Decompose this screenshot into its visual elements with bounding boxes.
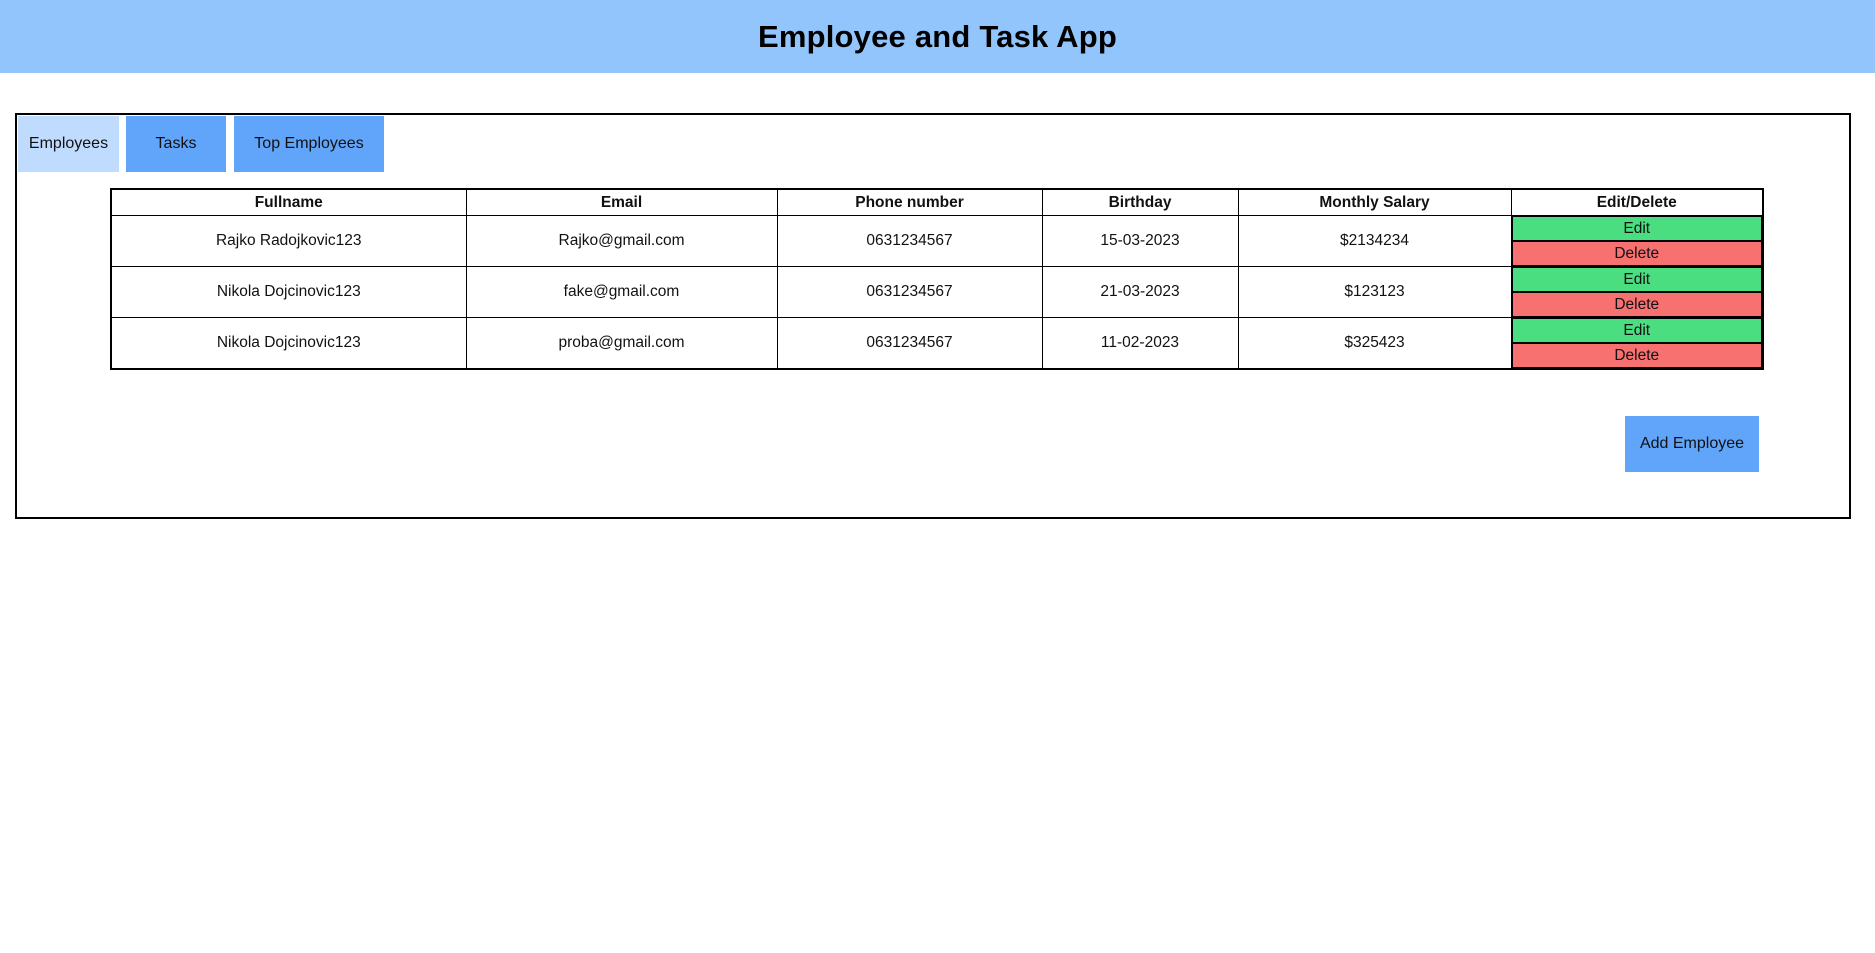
table-header-row (111, 189, 1763, 216)
delete-button[interactable]: Delete (1512, 241, 1763, 266)
cell-salary: $123123 (1238, 267, 1511, 318)
cell-email: proba@gmail.com (466, 318, 777, 370)
cell-actions (1511, 216, 1763, 267)
tab-tasks[interactable]: Tasks (126, 116, 226, 172)
delete-button[interactable]: Delete (1512, 292, 1763, 317)
employees-panel (15, 113, 1851, 519)
delete-button[interactable]: Delete (1512, 343, 1763, 368)
cell-fullname: Nikola Dojcinovic123 (111, 267, 466, 318)
edit-button[interactable]: Edit (1512, 318, 1763, 343)
cell-fullname: Nikola Dojcinovic123 (111, 318, 466, 370)
cell-salary: $2134234 (1238, 216, 1511, 267)
cell-phone: 0631234567 (777, 216, 1042, 267)
table-row (111, 216, 1763, 267)
employees-table (110, 188, 1764, 370)
cell-birthday: 11-02-2023 (1042, 318, 1238, 370)
app-title: Employee and Task App (757, 18, 1118, 54)
tab-top-employees[interactable]: Top Employees (234, 116, 384, 172)
add-employee-button[interactable]: Add Employee (1625, 416, 1759, 472)
edit-button[interactable]: Edit (1512, 267, 1763, 292)
column-header-phone: Phone number (777, 189, 1042, 216)
column-header-edit-delete: Edit/Delete (1511, 189, 1763, 216)
table-row (111, 318, 1763, 370)
cell-birthday: 21-03-2023 (1042, 267, 1238, 318)
column-header-salary: Monthly Salary (1238, 189, 1511, 216)
cell-birthday: 15-03-2023 (1042, 216, 1238, 267)
cell-phone: 0631234567 (777, 267, 1042, 318)
column-header-email: Email (466, 189, 777, 216)
cell-email: Rajko@gmail.com (466, 216, 777, 267)
cell-actions (1511, 267, 1763, 318)
column-header-fullname: Fullname (111, 189, 466, 216)
cell-phone: 0631234567 (777, 318, 1042, 370)
cell-salary: $325423 (1238, 318, 1511, 370)
app-header (0, 0, 1875, 73)
cell-actions (1511, 318, 1763, 370)
edit-button[interactable]: Edit (1512, 216, 1763, 241)
cell-email: fake@gmail.com (466, 267, 777, 318)
tab-employees[interactable]: Employees (18, 116, 119, 172)
table-row (111, 267, 1763, 318)
cell-fullname: Rajko Radojkovic123 (111, 216, 466, 267)
column-header-birthday: Birthday (1042, 189, 1238, 216)
